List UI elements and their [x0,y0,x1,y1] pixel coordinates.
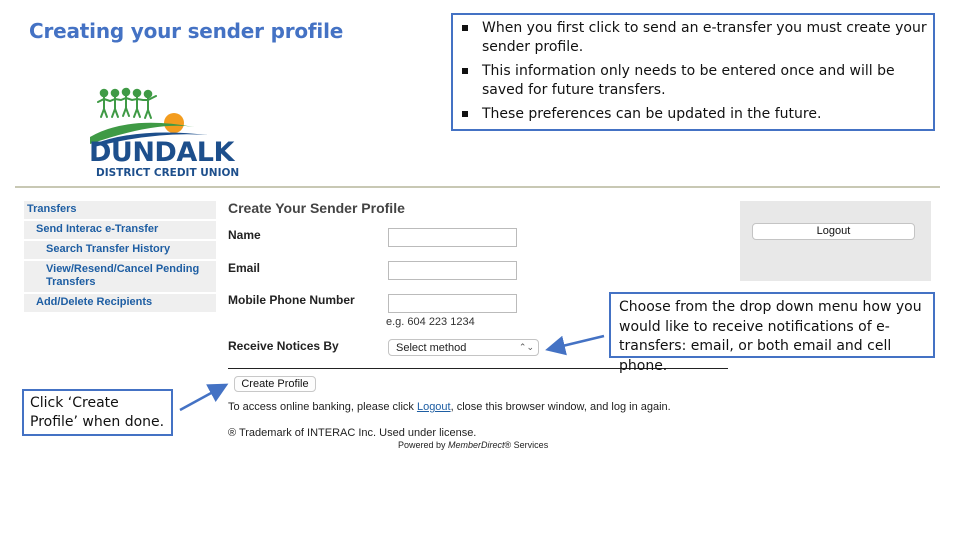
slide-title: Creating your sender profile [29,19,344,43]
arrow-to-create-button [180,386,224,410]
logo-name: DUNDALK [89,137,234,168]
sidebar-item-pending-transfers[interactable]: View/Resend/Cancel Pending Transfers [24,261,216,292]
access-instructions [228,401,671,413]
info-bullet: This information only needs to be entered once and will be saved for future transfers. [461,62,927,100]
logo-subtitle: DISTRICT CREDIT UNION [96,167,240,179]
powered-by [398,440,548,450]
email-label: Email [228,261,261,275]
phone-hint: e.g. 604 223 1234 [386,316,475,328]
info-bullet: When you first click to send an e-transfer you must create your sender profile. [461,19,927,57]
credit-union-logo [86,87,240,181]
info-bullet: These preferences can be updated in the future. [461,105,927,124]
powered-brand: MemberDirect [448,440,505,450]
sidebar-item-search-history[interactable]: Search Transfer History [24,241,216,259]
people-icon [98,89,156,118]
info-callout [451,13,935,131]
notices-label: Receive Notices By [228,339,339,353]
logout-panel [740,201,931,281]
phone-label: Mobile Phone Number [228,293,355,307]
trademark-note: ® Trademark of INTERAC Inc. Used under license. [228,427,477,439]
notices-select[interactable] [388,339,539,356]
form-title: Create Your Sender Profile [228,200,405,216]
phone-input[interactable] [388,294,517,313]
arrow-to-select [550,336,604,349]
chevron-updown-icon: ⌃⌄ [518,342,534,352]
access-text-end: , close this browser window, and log in again. [450,401,671,413]
create-profile-button[interactable]: Create Profile [234,376,316,392]
header-divider [15,186,940,188]
powered-suffix: ® Services [504,440,549,450]
name-input[interactable] [388,228,517,247]
sidebar-item-recipients[interactable]: Add/Delete Recipients [24,294,216,312]
name-label: Name [228,228,261,242]
transfers-sidebar [24,201,216,314]
notifications-callout: Choose from the drop down menu how you would like to receive notifications of e-transfers: email, or both email and cell phone. [609,292,935,358]
powered-prefix: Powered by [398,440,449,450]
access-text-start: To access online banking, please click [228,401,417,413]
sidebar-item-send-interac[interactable]: Send Interac e-Transfer [24,221,216,239]
sidebar-item-transfers[interactable]: Transfers [24,201,216,219]
sun-icon [164,113,184,133]
email-input[interactable] [388,261,517,280]
create-profile-callout: Click ‘Create Profile’ when done. [22,389,173,436]
logout-link[interactable]: Logout [416,401,451,413]
logout-button[interactable]: Logout [752,223,915,240]
notices-select-value: Select method [396,342,467,354]
